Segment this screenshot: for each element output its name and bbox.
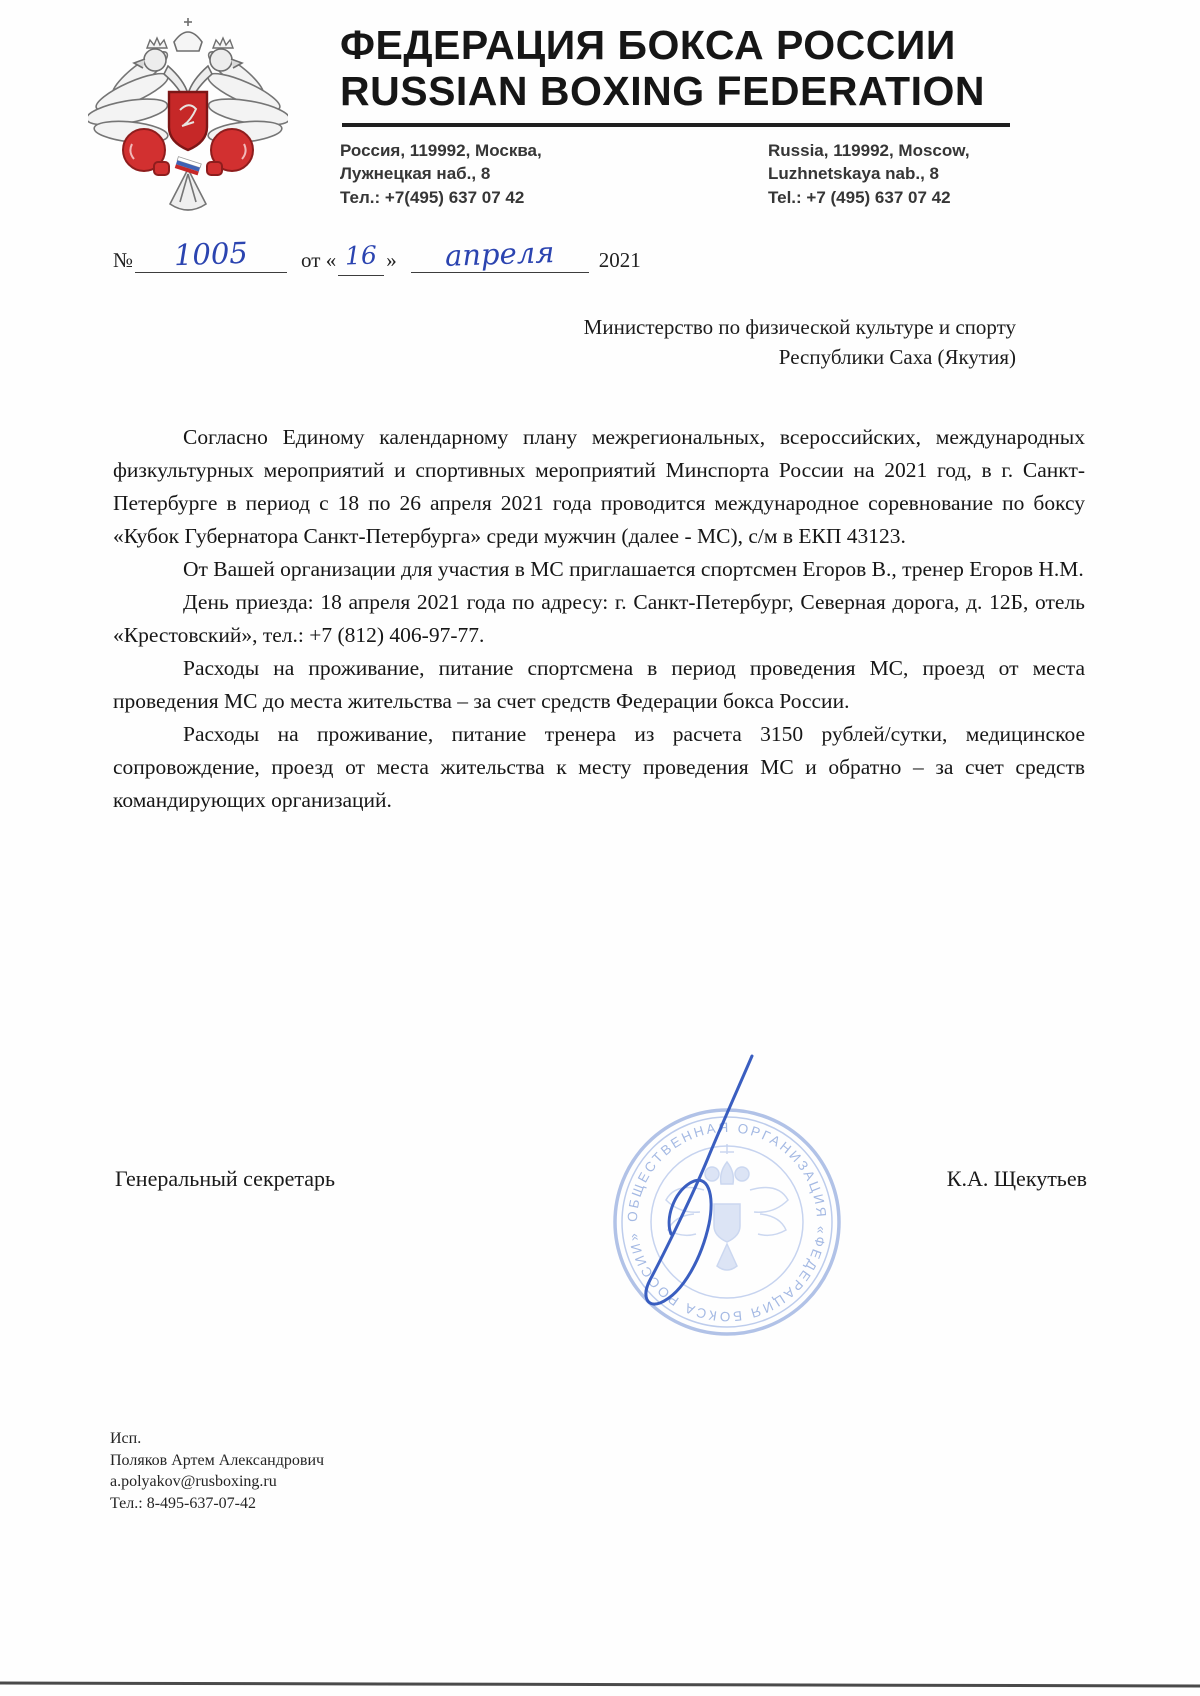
red-shield xyxy=(169,92,207,150)
addressee-line2: Республики Саха (Якутия) xyxy=(778,345,1016,370)
body-paragraph-5: Расходы на проживание, питание тренера из расчета 3150 рублей/сутки, медицинское сопровождение, проезд от места жительства к месту проведения МС и обратно – за счет средств командирующих организаций. xyxy=(113,722,1085,812)
address-block xyxy=(340,139,1060,209)
signer-name: К.А. Щекутьев xyxy=(946,1166,1087,1191)
letterhead xyxy=(340,22,1060,209)
stamp-circular-text: ОБЩЕСТВЕННАЯ ОРГАНИЗАЦИЯ «ФЕДЕРАЦИЯ БОКСА РОССИИ» xyxy=(624,1119,830,1325)
eagle-tail xyxy=(170,169,206,210)
title-divider xyxy=(342,123,1010,127)
body-paragraph-3: День приезда: 18 апреля 2021 года по адресу: г. Санкт-Петербург, Северная дорога, д. 12Б, отель «Крестовский», тел.: +7 (812) 406-97-77. xyxy=(113,590,1085,647)
address-english xyxy=(768,139,970,209)
reference-line xyxy=(113,235,713,276)
address-en-line1: Russia, 119992, Moscow, xyxy=(768,140,970,160)
stamp-eagle xyxy=(666,1144,788,1270)
addressee-block xyxy=(300,312,1016,373)
ref-year: 2021 xyxy=(598,248,641,272)
ref-day-blank xyxy=(338,240,384,276)
double-headed-eagle-emblem xyxy=(88,14,288,224)
ref-date-suffix: » xyxy=(386,248,397,272)
address-en-line3: Tel.: +7 (495) 637 07 42 xyxy=(768,187,951,207)
scan-artifact-line xyxy=(0,1682,1200,1688)
addressee-line1: Министерство по физической культуре и спорту xyxy=(583,315,1016,339)
signer-position-title: Генеральный секретарь xyxy=(115,1166,336,1191)
ref-day-handwritten: 16 xyxy=(344,240,378,271)
executor-name: Поляков Артем Александрович xyxy=(110,1451,325,1469)
official-stamp-and-signature xyxy=(562,1032,892,1362)
central-crown xyxy=(174,18,202,51)
executor-phone: Тел.: 8-495-637-07-42 xyxy=(110,1494,257,1512)
body-paragraph-4: Расходы на проживание, питание спортсмена в период проведения МС, проезд от места проведения МС до места жительства – за счет средств Федерации бокса России. xyxy=(113,656,1085,713)
ref-month-handwritten: апреля xyxy=(444,235,555,273)
ref-date-prefix: от « xyxy=(301,248,337,272)
body-paragraph-1: Согласно Единому календарному плану межрегиональных, всероссийских, международных физкультурных мероприятий и спортивных мероприятий Минспорта России на 2021 год, в г. Санкт-Петербурге в период с 18 по 26 апреля 2021 года проводится международное соревнование по боксу «Кубок Губернатора Санкт-Петербурга» среди мужчин (далее - МС), с/м в ЕКП 43123. xyxy=(113,425,1085,548)
executor-label: Исп. xyxy=(110,1430,142,1447)
address-russian xyxy=(340,139,768,209)
body-paragraph-2: От Вашей организации для участия в МС приглашается спортсмен Егоров В., тренер Егоров Н.М. xyxy=(183,557,1084,581)
address-ru-line3: Тел.: +7(495) 637 07 42 xyxy=(340,187,525,207)
address-ru-line1: Россия, 119992, Москва, xyxy=(340,140,542,160)
executor-block xyxy=(110,1428,324,1514)
ref-number-blank xyxy=(135,235,287,273)
federation-title-en: RUSSIAN BOXING FEDERATION xyxy=(340,68,985,115)
executor-email: a.polyakov@rusboxing.ru xyxy=(110,1473,277,1491)
ref-number-label: № xyxy=(113,248,134,272)
federation-title-ru: ФЕДЕРАЦИЯ БОКСА РОССИИ xyxy=(340,22,956,68)
address-ru-line2: Лужнецкая наб., 8 xyxy=(340,164,491,184)
ref-number-handwritten: 1005 xyxy=(173,235,249,273)
address-en-line2: Luzhnetskaya nab., 8 xyxy=(768,164,939,184)
ref-month-blank xyxy=(411,235,589,273)
letter-body xyxy=(113,421,1085,817)
